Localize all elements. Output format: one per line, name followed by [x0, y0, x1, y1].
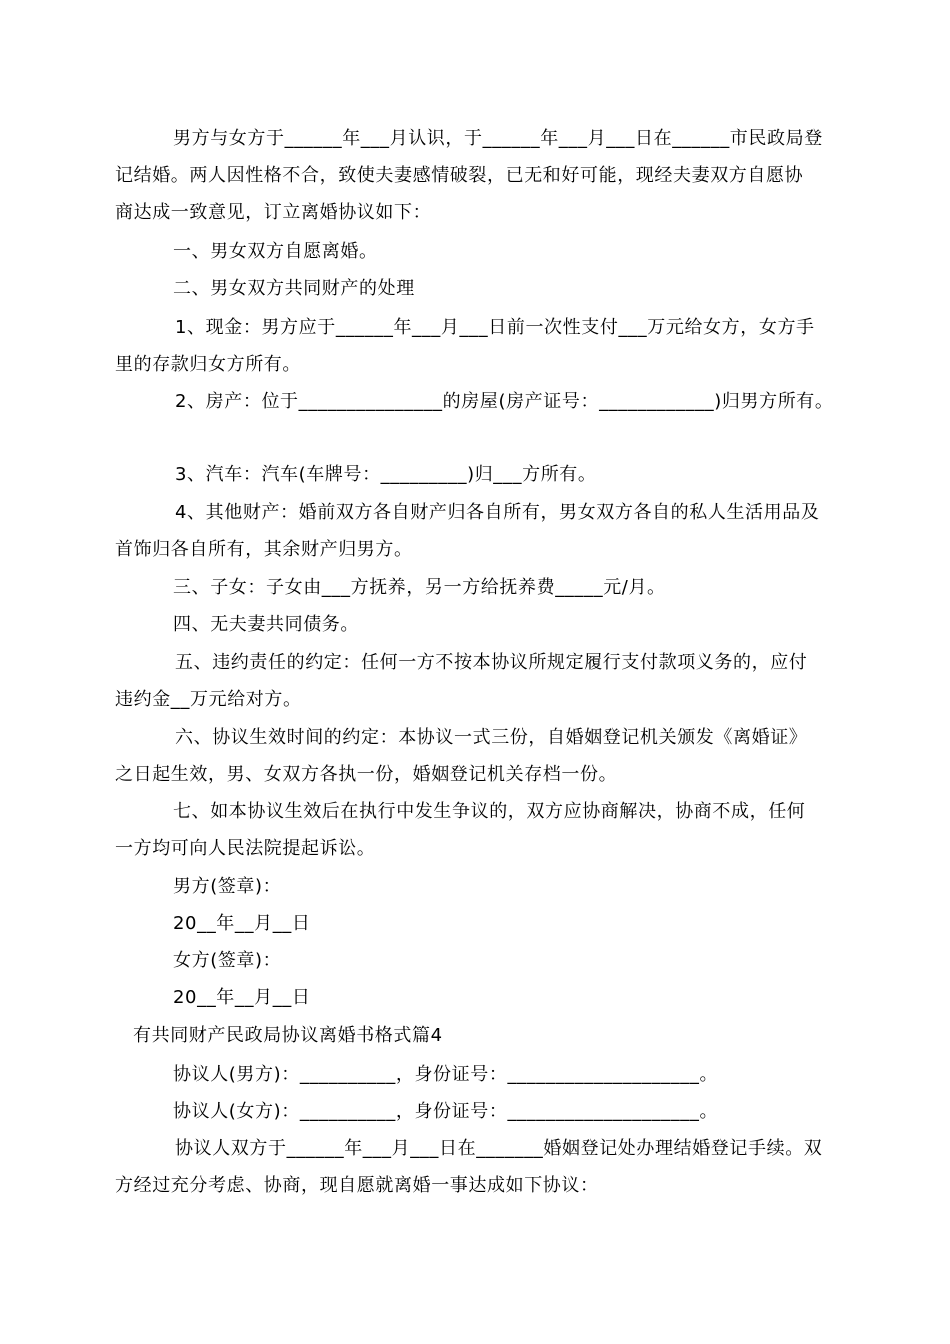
clause-line: 六、协议生效时间的约定：本协议一式三份，自婚姻登记机关颁发《离婚证》 — [175, 727, 808, 748]
clause-line: 七、如本协议生效后在执行中发生争议的，双方应协商解决，协商不成，任何 — [173, 801, 806, 822]
party-female-line: 协议人(女方)：__________，身份证号：____________________。 — [173, 1101, 719, 1122]
signature-label-female: 女方(签章)： — [173, 950, 282, 971]
signature-date-female: 20__年__月__日 — [173, 987, 311, 1008]
paragraph-line: 记结婚。两人因性格不合，致使夫妻感情破裂，已无和好可能，现经夫妻双方自愿协 — [115, 165, 804, 186]
clause-line: 四、无夫妻共同债务。 — [173, 614, 359, 635]
clause-line: 3、汽车：汽车(车牌号：_________)归___方所有。 — [175, 464, 597, 485]
paragraph-line: 协议人双方于______年___月___日在_______婚姻登记处办理结婚登记手续。双 — [175, 1138, 823, 1159]
signature-date-male: 20__年__月__日 — [173, 913, 311, 934]
section-heading: 有共同财产民政局协议离婚书格式篇4 — [133, 1025, 443, 1046]
clause-line: 2、房产：位于_______________的房屋(房产证号：____________)归男方所有。 — [175, 391, 834, 412]
signature-label-male: 男方(签章)： — [173, 876, 282, 897]
clause-line: 五、违约责任的约定：任何一方不按本协议所规定履行支付款项义务的，应付 — [175, 652, 808, 673]
paragraph-line: 首饰归各自所有，其余财产归男方。 — [115, 539, 413, 560]
paragraph-line: 男方与女方于______年___月认识，于______年___月___日在______市民政局登 — [173, 128, 823, 149]
clause-line: 1、现金：男方应于______年___月___日前一次性支付___万元给女方，女方手 — [175, 317, 815, 338]
clause-line: 二、男女双方共同财产的处理 — [173, 278, 415, 299]
paragraph-line: 里的存款归女方所有。 — [115, 354, 301, 375]
paragraph-line: 商达成一致意见，订立离婚协议如下： — [115, 202, 432, 223]
party-male-line: 协议人(男方)：__________，身份证号：____________________。 — [173, 1064, 719, 1085]
clause-line: 三、子女：子女由___方抚养，另一方给抚养费_____元/月。 — [173, 577, 666, 598]
clause-line: 一、男女双方自愿离婚。 — [173, 241, 378, 262]
paragraph-line: 违约金__万元给对方。 — [115, 689, 302, 710]
paragraph-line: 方经过充分考虑、协商，现自愿就离婚一事达成如下协议： — [115, 1175, 599, 1196]
paragraph-line: 一方均可向人民法院提起诉讼。 — [115, 838, 376, 859]
clause-line: 4、其他财产：婚前双方各自财产归各自所有，男女双方各自的私人生活用品及 — [175, 502, 820, 523]
paragraph-line: 之日起生效，男、女双方各执一份，婚姻登记机关存档一份。 — [115, 764, 618, 785]
